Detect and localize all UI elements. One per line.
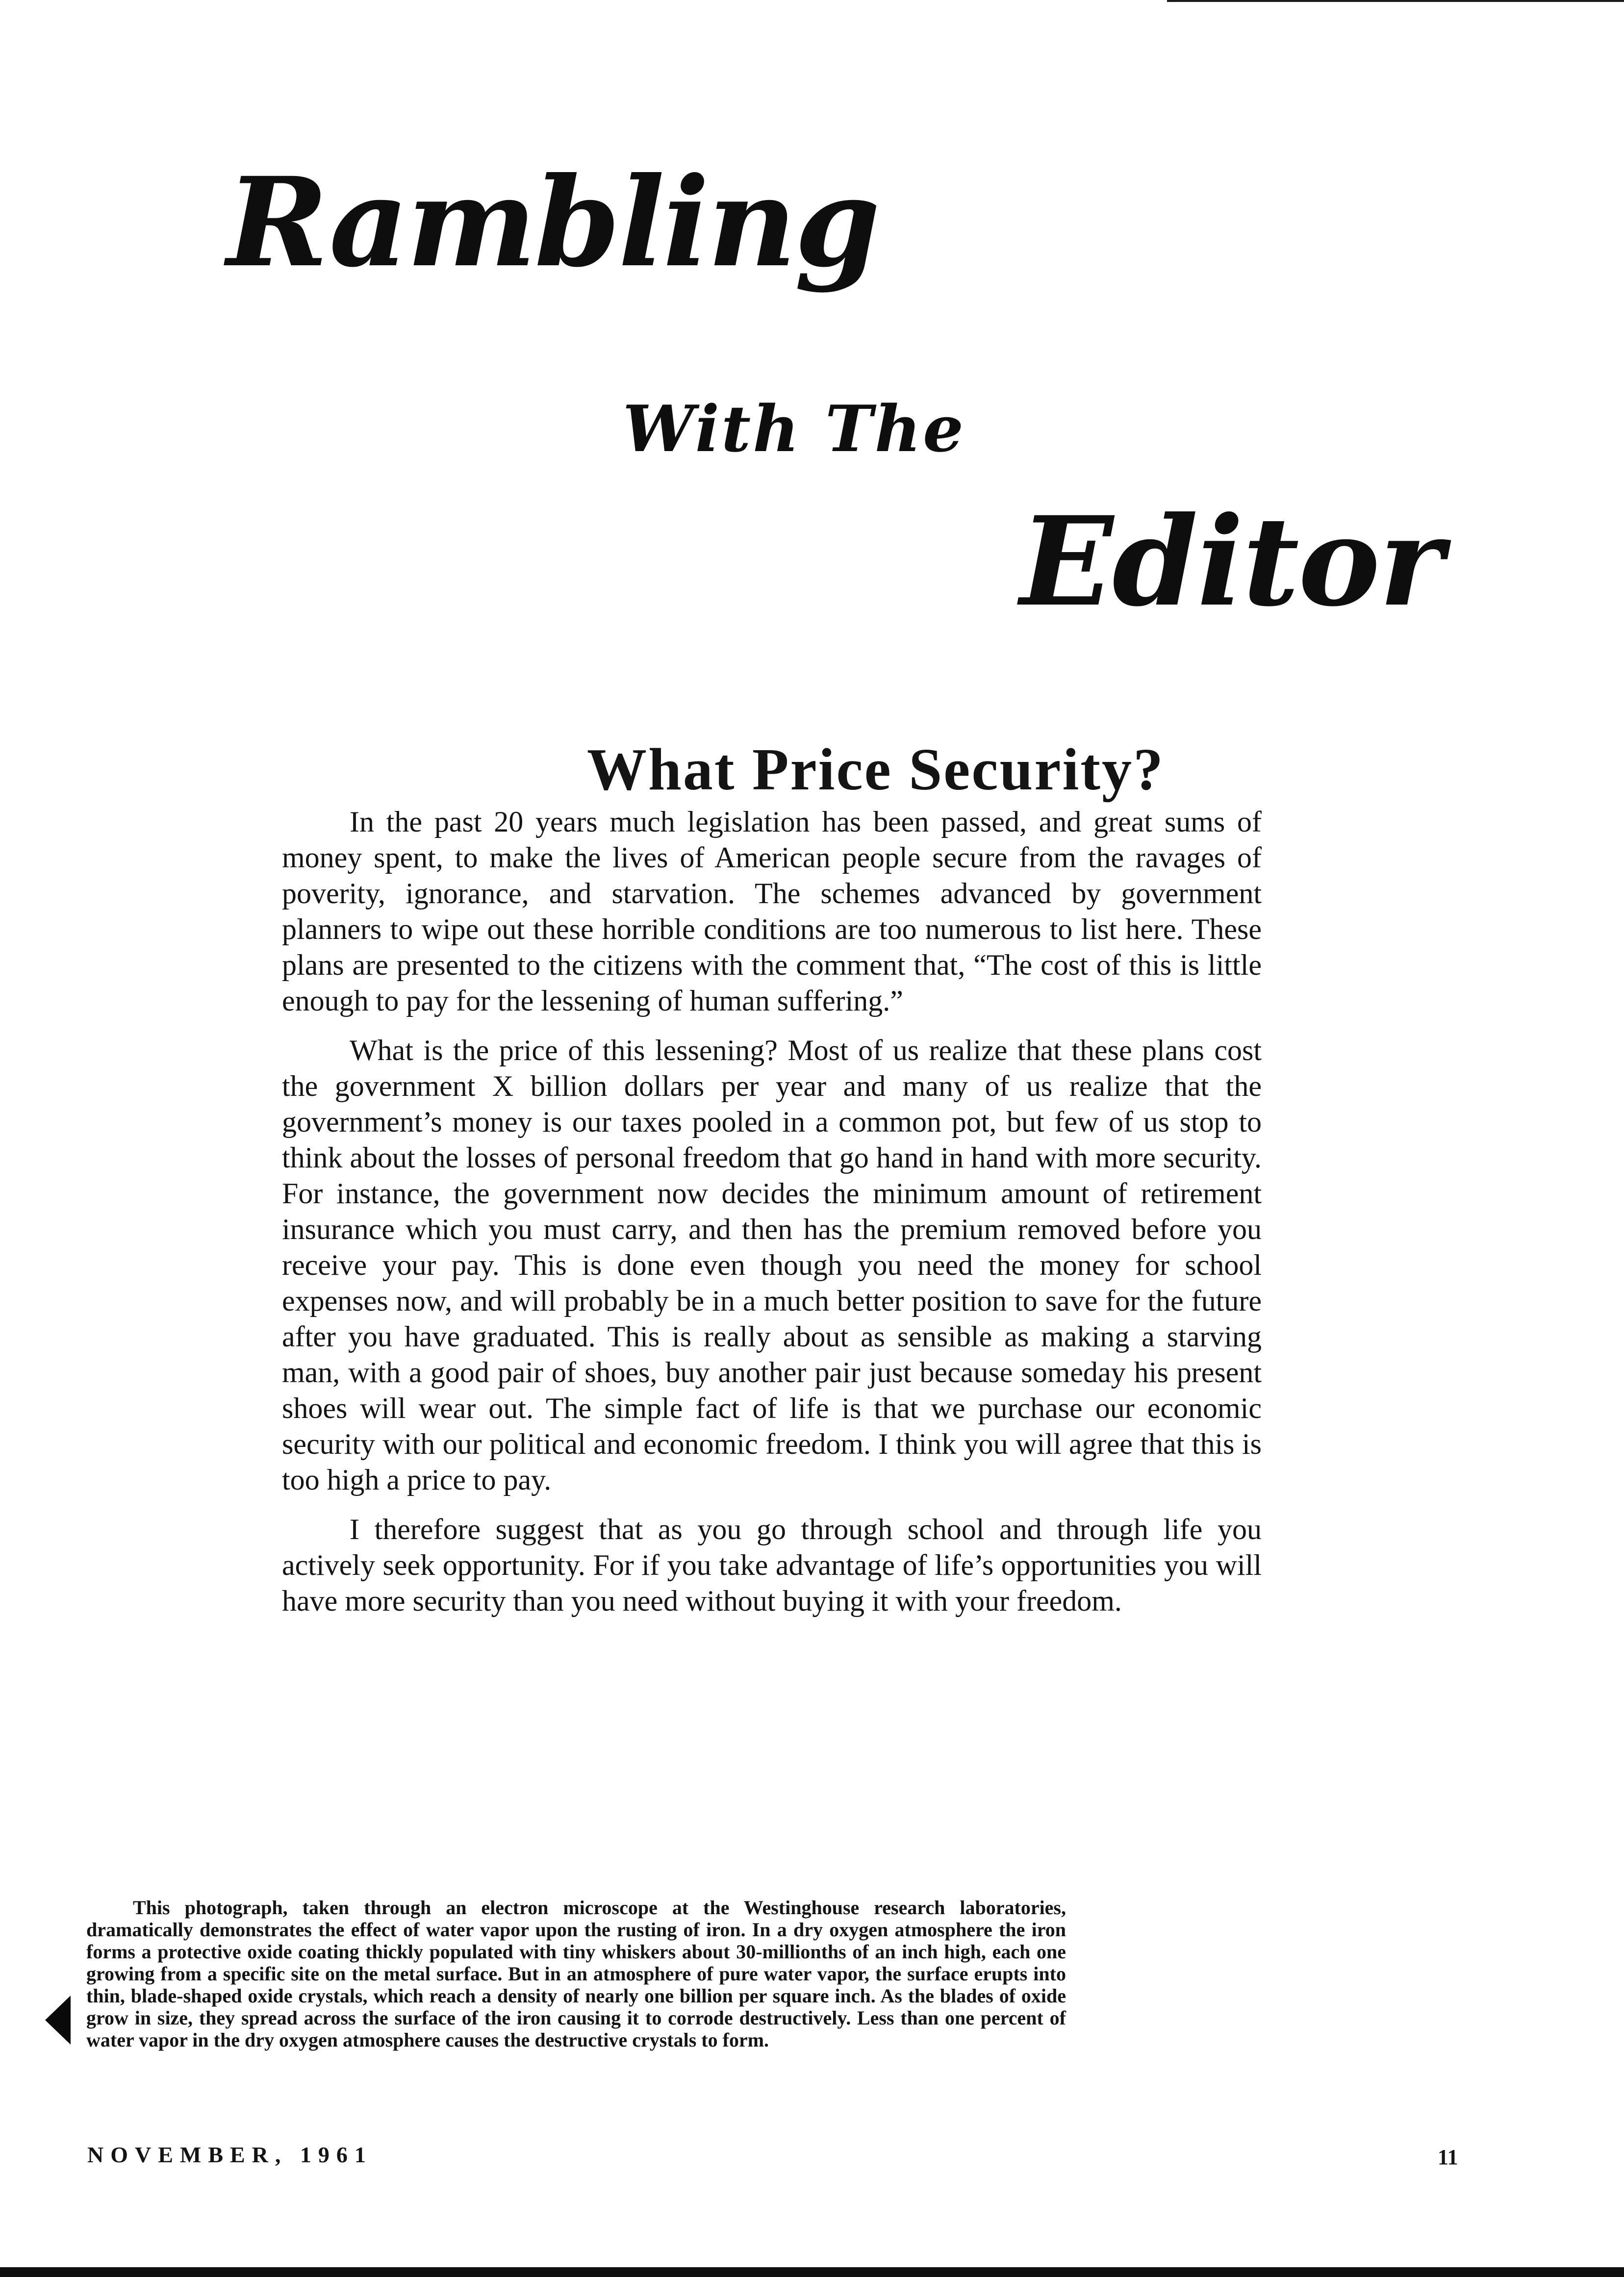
column-title-with-the: With The xyxy=(623,391,965,466)
article-body xyxy=(282,804,1262,1633)
article-paragraph-1: In the past 20 years much legislation has been passed, and great sums of money spent, to make the lives of American people secure from the ravages of poverity, ignorance, and starvation. The schemes advanced by government planners to wipe out these horrible conditions are too numerous to list here. These plans are presented to the citizens with the comment that, “The cost of this is little enough to pay for the lessening of human suffering.” xyxy=(282,806,1262,1017)
column-title-editor: Editor xyxy=(1020,489,1443,633)
issue-date: NOVEMBER, 1961 xyxy=(87,2142,373,2167)
photo-caption: This photograph, taken through an electron microscope at the Westinghouse research laboratories, dramatically demonstrates the effect of water vapor upon the rusting of iron. In a dry oxygen atmosphere the iron forms a protective oxide coating thickly populated with tiny whiskers about 30-millionths of an inch high, each one growing from a specific site on the metal surface. But in an atmosphere of pure water vapor, the surface erupts into thin, blade-shaped oxide crystals, which reach a density of nearly one billion per square inch. As the blades of oxide grow in size, they spread across the surface of the iron causing it to corrode destructively. Less than one percent of water vapor in the dry oxygen atmosphere causes the destructive crystals to form. xyxy=(86,1897,1066,2051)
page-edge-top xyxy=(1167,0,1624,2)
article-paragraph-2: What is the price of this lessening? Most of us realize that these plans cost the government X billion dollars per year and many of us realize that the government’s money is our taxes pooled in a common pot, but few of us stop to think about the losses of personal freedom that go hand in hand with more security. For instance, the government now decides the minimum amount of retirement insurance which you must carry, and then has the premium removed before you receive your pay. This is done even though you need the money for school expenses now, and will probably be in a much better position to save for the future after you have graduated. This is really about as sensible as making a starving man, with a good pair of shoes, buy another pair just because someday his present shoes will wear out. The simple fact of life is that we purchase our economic security with our political and economic freedom. I think you will agree that this is too high a price to pay. xyxy=(282,1034,1262,1496)
article-paragraph-3: I therefore suggest that as you go through school and through life you actively seek opportunity. For if you take advantage of life’s opportunities you will have more security than you need without buying it with your freedom. xyxy=(282,1513,1262,1617)
left-arrow-icon xyxy=(45,1996,71,2045)
column-title-rambling: Rambling xyxy=(227,150,879,294)
article-headline: What Price Security? xyxy=(586,736,1165,803)
page-edge-bottom xyxy=(0,2267,1624,2277)
page-number: 11 xyxy=(1438,2145,1458,2169)
